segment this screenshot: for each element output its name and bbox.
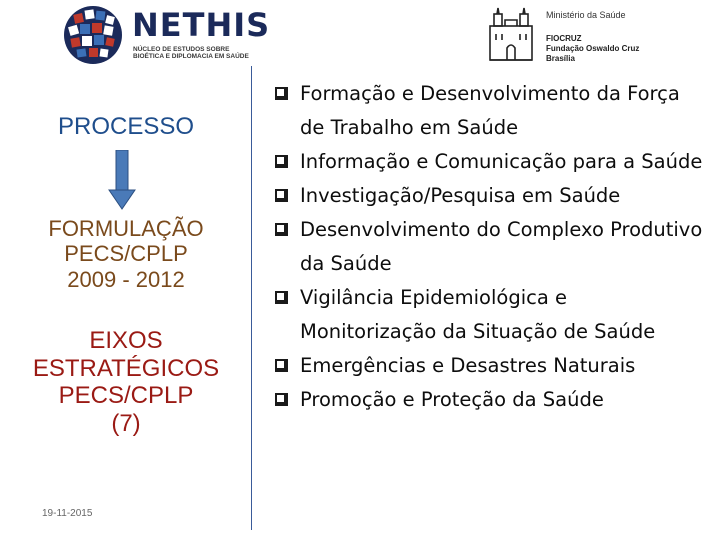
nethis-title: NETHIS [132,6,271,44]
nethis-subtitle-line2: BIOÉTICA E DIPLOMACIA EM SAÚDE [133,53,249,60]
checkbox-bullet-icon [275,87,288,100]
fiocruz-name-line3: Brasília [546,54,575,63]
checkbox-bullet-icon [275,155,288,168]
checkbox-bullet-icon [275,359,288,372]
list-item [258,281,708,349]
slide-date: 19-11-2015 [42,508,93,519]
list-item [258,179,708,213]
list-item-text: Promoção e Proteção da Saúde [300,388,604,411]
nethis-subtitle [133,46,249,60]
eixos-line4: (7) [111,409,141,437]
checkbox-bullet-icon [275,223,288,236]
fiocruz-name-line1: FIOCRUZ [546,34,582,43]
strategic-axes-list [258,77,708,417]
list-item-text: Investigação/Pesquisa em Saúde [300,184,621,207]
nethis-subtitle-line1: NÚCLEO DE ESTUDOS SOBRE [133,46,230,53]
formulacao-line3: 2009 - 2012 [67,266,185,292]
checkbox-bullet-icon [275,291,288,304]
formulacao-line2: PECS/CPLP [64,241,188,267]
list-item-text: Vigilância Epidemiológica e Monitorização da Situação de Saúde [300,286,656,343]
eixos-line2: ESTRATÉGICOS [32,354,220,382]
list-item-text: Emergências e Desastres Naturais [300,354,636,377]
list-item-text: Informação e Comunicação para a Saúde [300,150,703,173]
list-item [258,349,708,383]
formulacao-block [0,216,252,292]
column-divider [251,66,252,530]
eixos-line1: EIXOS [89,327,163,354]
list-item-text: Desenvolvimento do Complexo Produtivo da Saúde [300,218,703,275]
list-item [258,145,708,179]
checkbox-bullet-icon [275,393,288,406]
ministry-label: Ministério da Saúde [546,10,626,20]
fiocruz-castle-icon [486,4,536,66]
eixos-line3: PECS/CPLP [58,382,194,410]
nethis-logo [62,4,271,66]
checkbox-bullet-icon [275,189,288,202]
nethis-emblem-icon [62,4,124,66]
down-arrow-icon [108,150,136,210]
processo-heading: PROCESSO [57,113,195,140]
fiocruz-name [546,34,639,64]
eixos-block [0,327,252,437]
list-item [258,383,708,417]
fiocruz-name-line2: Fundação Oswaldo Cruz [546,44,640,53]
list-item [258,213,708,281]
list-item [258,77,708,145]
formulacao-line1: FORMULAÇÃO [48,216,204,241]
list-item-text: Formação e Desenvolvimento da Força de Trabalho em Saúde [300,82,680,139]
fiocruz-logo [486,4,666,66]
